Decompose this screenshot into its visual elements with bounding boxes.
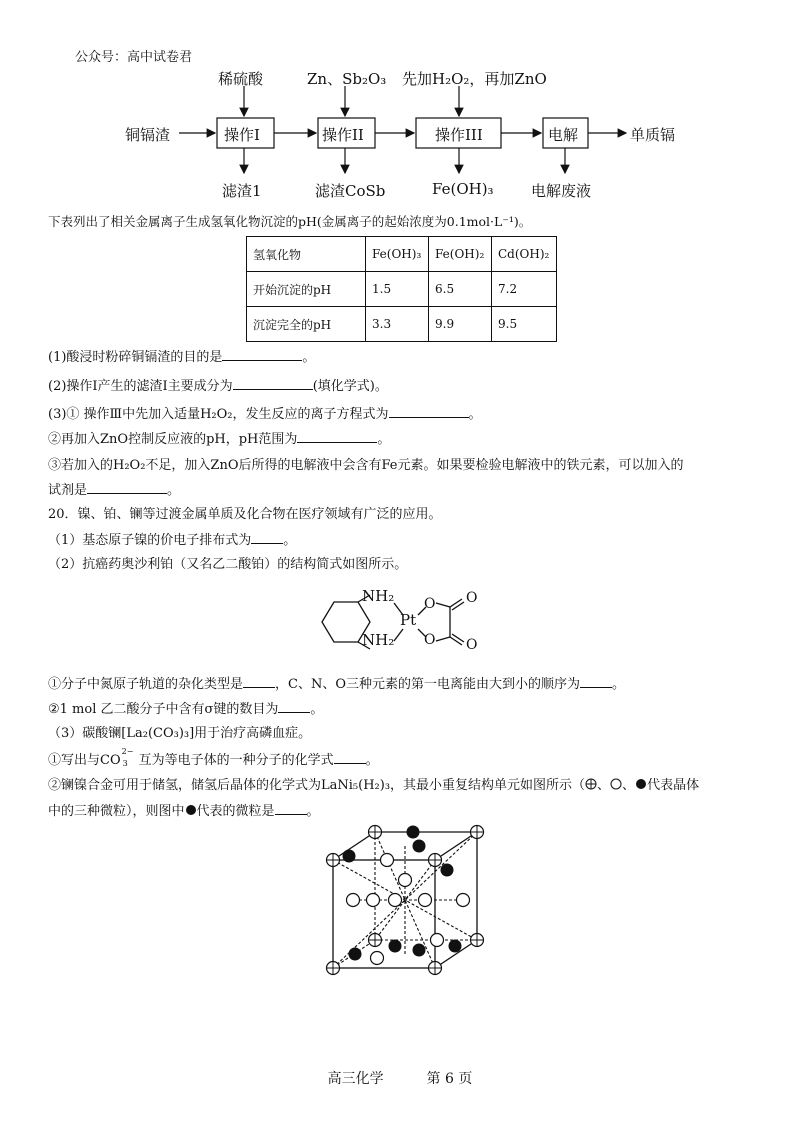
ion-charge: 2− xyxy=(121,747,134,756)
period: 。 xyxy=(283,533,297,548)
nh2-top: NH₂ xyxy=(362,587,395,605)
period: 。 xyxy=(468,407,482,422)
wechat-label: 公众号：高中试卷君 xyxy=(75,50,193,65)
process-flow-chart xyxy=(0,60,800,205)
footer-subject: 高三化学 xyxy=(327,1071,384,1087)
o-atom-3: O xyxy=(466,590,478,606)
q20-p2b-text: ②1 mol 乙二酸分子中含有σ键的数目为 xyxy=(48,702,279,717)
flow-op2-label: 操作II xyxy=(322,126,364,144)
flow-residue-1: 滤渣1 xyxy=(222,182,262,200)
flow-reagent-3: 先加H₂O₂，再加ZnO xyxy=(402,70,547,88)
period: 。 xyxy=(302,350,316,365)
o-atom-4: O xyxy=(466,637,478,653)
q20-part1 xyxy=(48,531,296,550)
ion-superscript xyxy=(121,747,139,768)
answer-blank[interactable] xyxy=(278,700,310,713)
q19-p3b-text: ②再加入ZnO控制反应液的pH，pH范围为 xyxy=(48,432,298,447)
answer-blank[interactable] xyxy=(233,377,313,390)
table-header-cell: 氢氧化物 xyxy=(247,237,366,272)
period: 。 xyxy=(310,702,324,717)
answer-blank[interactable] xyxy=(251,531,283,544)
q19-part3c xyxy=(48,457,683,475)
ph-table xyxy=(246,236,557,342)
answer-blank[interactable] xyxy=(243,675,275,688)
q19-p2-text: (2)操作Ⅰ产生的滤渣Ⅰ主要成分为 xyxy=(48,379,233,394)
q20-p2a-text2: ，C、N、O三种元素的第一电离能由大到小的顺序为 xyxy=(275,677,580,692)
pt-atom: Pt xyxy=(400,611,417,629)
q19-part2 xyxy=(48,377,388,396)
flow-residue-2: 滤渣CoSb xyxy=(315,182,386,200)
q20-p3a-text: ①写出与CO xyxy=(48,753,121,768)
flow-residue-4: 电解废液 xyxy=(531,182,592,200)
q20-p1-text: （1）基态原子镍的价电子排布式为 xyxy=(48,533,252,548)
q20-p2a-text: ①分子中氮原子轨道的杂化类型是 xyxy=(48,677,244,692)
q20-part2b xyxy=(48,700,323,719)
table-header-row xyxy=(247,237,557,272)
footer-page-number: 第 6 页 xyxy=(426,1071,473,1087)
q20-part3: （3）碳酸镧[La₂(CO₃)₃]用于治疗高磷血症。 xyxy=(48,726,312,741)
answer-blank[interactable] xyxy=(275,802,307,815)
table-row xyxy=(247,307,557,342)
answer-blank[interactable] xyxy=(334,751,366,764)
q20-title: 20．镍、铂、镧等过渡金属单质及化合物在医疗领域有广泛的应用。 xyxy=(48,507,442,522)
flow-start: 铜镉渣 xyxy=(125,126,171,144)
q19-p3c-text: ③若加入的H₂O₂不足，加入ZnO后所得的电解液中会含有Fe元素。如果要检验电解液中的铁元素，可以加入的 xyxy=(48,458,684,473)
table-header-cell: Fe(OH)₃ xyxy=(366,237,429,272)
q19-p3a-text: (3)① 操作Ⅲ中先加入适量H₂O₂，发生反应的离子方程式为 xyxy=(48,407,389,422)
answer-blank[interactable] xyxy=(222,348,302,361)
q20-p3b-text: ②镧镍合金可用于储氢，储氢后晶体的化学式为LaNi₅(H₂)₃，其最小重复结构单元如图所示（ xyxy=(48,778,586,793)
o-atom-1: O xyxy=(424,596,436,612)
q20-part3b-cont xyxy=(48,802,320,821)
answer-blank[interactable] xyxy=(580,675,612,688)
page-footer xyxy=(0,1068,800,1088)
q20-p3a-text2: 互为等电子体的一种分子的化学式 xyxy=(138,753,334,768)
q19-part3b xyxy=(48,430,390,449)
answer-blank[interactable] xyxy=(297,430,377,443)
table-cell: 开始沉淀的pH xyxy=(247,272,366,307)
q19-p1-text: (1)酸浸时粉碎铜镉渣的目的是 xyxy=(48,350,223,365)
table-cell: 7.2 xyxy=(492,272,557,307)
q20-p3b-text2: 代表晶体 xyxy=(647,778,700,793)
period: 。 xyxy=(167,483,181,498)
flow-reagent-1: 稀硫酸 xyxy=(218,70,264,88)
q19-p3d-text: 试剂是 xyxy=(48,483,88,498)
q20-part3b xyxy=(48,777,699,795)
period: 。 xyxy=(612,677,626,692)
flow-residue-3: Fe(OH)₃ xyxy=(432,180,494,198)
table-intro: 下表列出了相关金属离子生成氢氧化物沉淀的pH(金属离子的起始浓度为0.1mol·L⁻¹)。 xyxy=(48,214,532,229)
nh2-bottom: NH₂ xyxy=(362,631,395,649)
q19-part3d xyxy=(48,481,180,500)
flow-op4-label: 电解 xyxy=(548,126,579,144)
q20-p3b-text3: 中的三种微粒），则图中 xyxy=(48,804,185,819)
answer-blank[interactable] xyxy=(87,481,167,494)
q20-p3b-text4: 代表的微粒是 xyxy=(196,804,275,819)
separator: 、 xyxy=(597,778,611,793)
period: 。 xyxy=(306,804,320,819)
table-cell: 9.9 xyxy=(429,307,492,342)
table-header-cell: Fe(OH)₂ xyxy=(429,237,492,272)
q19-part1 xyxy=(48,348,315,367)
open-circle-icon xyxy=(610,778,622,790)
flow-op1-label: 操作I xyxy=(224,126,260,144)
table-cell: 3.3 xyxy=(366,307,429,342)
filled-circle-icon xyxy=(635,778,647,790)
table-cell: 沉淀完全的pH xyxy=(247,307,366,342)
flow-op3-label: 操作III xyxy=(435,126,483,144)
o-atom-2: O xyxy=(424,632,436,648)
filled-circle-icon xyxy=(185,804,197,816)
q20-part3a xyxy=(48,747,379,770)
separator: 、 xyxy=(622,778,636,793)
table-header-cell: Cd(OH)₂ xyxy=(492,237,557,272)
q19-p2-suffix: (填化学式)。 xyxy=(312,379,388,394)
period: 。 xyxy=(377,432,391,447)
period: 。 xyxy=(365,753,379,768)
flow-product: 单质镉 xyxy=(630,126,676,144)
table-cell: 1.5 xyxy=(366,272,429,307)
q19-part3a xyxy=(48,405,482,424)
table-cell: 6.5 xyxy=(429,272,492,307)
answer-blank[interactable] xyxy=(389,405,469,418)
crossed-circle-icon xyxy=(585,778,597,790)
q20-part2: （2）抗癌药奥沙利铂（又名乙二酸铂）的结构简式如图所示。 xyxy=(48,557,408,572)
ion-subscript: 3 xyxy=(122,759,128,768)
table-row xyxy=(247,272,557,307)
flow-reagent-2: Zn、Sb₂O₃ xyxy=(307,70,387,88)
q20-part2a xyxy=(48,675,625,694)
table-cell: 9.5 xyxy=(492,307,557,342)
crystal-unit-cell xyxy=(315,820,485,980)
